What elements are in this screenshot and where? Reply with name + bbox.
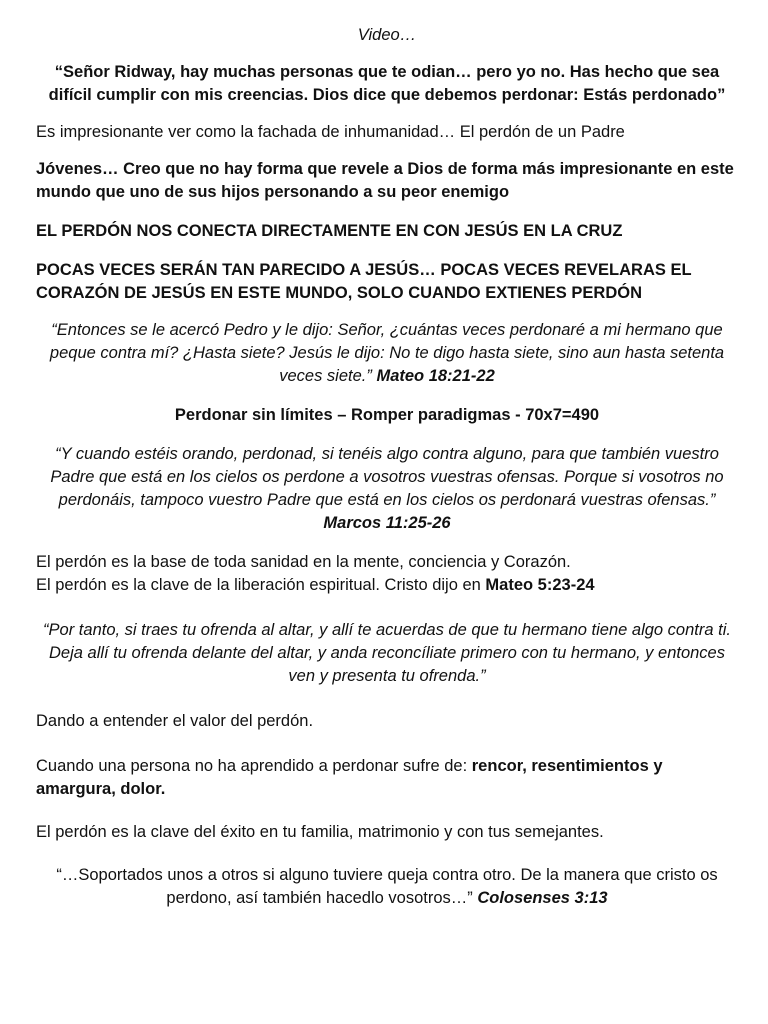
caps-heading-heart: POCAS VECES SERÁN TAN PARECIDO A JESÚS… POCAS VECES REVELARAS EL CORAZÓN DE JESÚS EN ESTE MUNDO, SOLO CUANDO EXTIENES PERDÓN [36,261,692,302]
scripture-reference: Mateo 18:21-22 [376,367,495,385]
liberation-paragraph [36,574,738,597]
scripture-reference: Colosenses 3:13 [477,889,608,907]
youth-paragraph: Jóvenes… Creo que no hay forma que revele a Dios de forma más impresionante en este mundo que uno de sus hijos personando a su peor enemigo [36,160,734,201]
unforgiveness-text: Cuando una persona no ha aprendido a perdonar sufre de: [36,757,468,775]
intro-paragraph: Es impresionante ver como la fachada de inhumanidad… El perdón de un Padre [36,123,625,141]
liberation-text: El perdón es la clave de la liberación espiritual. Cristo dijo en [36,576,481,594]
unforgiveness-paragraph [36,755,738,801]
scripture-text: “Entonces se le acercó Pedro y le dijo: Señor, ¿cuántas veces perdonaré a mi hermano que peque contra mí? ¿Hasta siete? Jesús le dijo: No te digo hasta siete, sino aun hasta setenta veces siete.” [49,321,725,385]
value-paragraph: Dando a entender el valor del perdón. [36,712,314,730]
scripture-text: “…Soportados unos a otros si alguno tuviere queja contra otro. De la manera que cristo os perdono, así también hacedlo vosotros…” [56,866,718,907]
unforgiveness-bold: rencor, resentimientos y amargura, dolor. [36,757,663,798]
caps-heading-cross: EL PERDÓN NOS CONECTA DIRECTAMENTE EN CON JESÚS EN LA CRUZ [36,222,623,240]
opening-quote: “Señor Ridway, hay muchas personas que te odian… pero yo no. Has hecho que sea difícil cumplir con mis creencias. Dios dice que debemos perdonar: Estás perdonado” [48,63,726,104]
scripture-quote-colosenses-3 [36,864,738,910]
success-paragraph: El perdón es la clave del éxito en tu familia, matrimonio y con tus semejantes. [36,823,604,841]
scripture-text: “Y cuando estéis orando, perdonad, si tenéis algo contra alguno, para que también vuestro Padre que está en los cielos os perdone a vosotros vuestras ofensas. Porque si vosotros no perdonáis, tampoco vuestro Padre que está en los cielos os perdonará vuestras ofensas.” [50,445,724,509]
healing-paragraph: El perdón es la base de toda sanidad en la mente, conciencia y Corazón. [36,553,571,571]
scripture-reference: Mateo 5:23-24 [485,576,595,594]
scripture-quote-mateo-5: “Por tanto, si traes tu ofrenda al altar, y allí te acuerdas de que tu hermano tiene algo contra ti. Deja allí tu ofrenda delante del altar, y anda reconcíliate primero con tu hermano, y entonces ven y presenta tu ofrenda.” [43,621,731,685]
forgive-limitless-heading: Perdonar sin límites – Romper paradigmas - 70x7=490 [174,406,600,424]
scripture-reference: Marcos 11:25-26 [323,514,451,532]
scripture-quote-marcos-11 [36,443,738,535]
scripture-quote-mateo-18 [36,319,738,388]
video-heading: Video… [357,26,417,44]
